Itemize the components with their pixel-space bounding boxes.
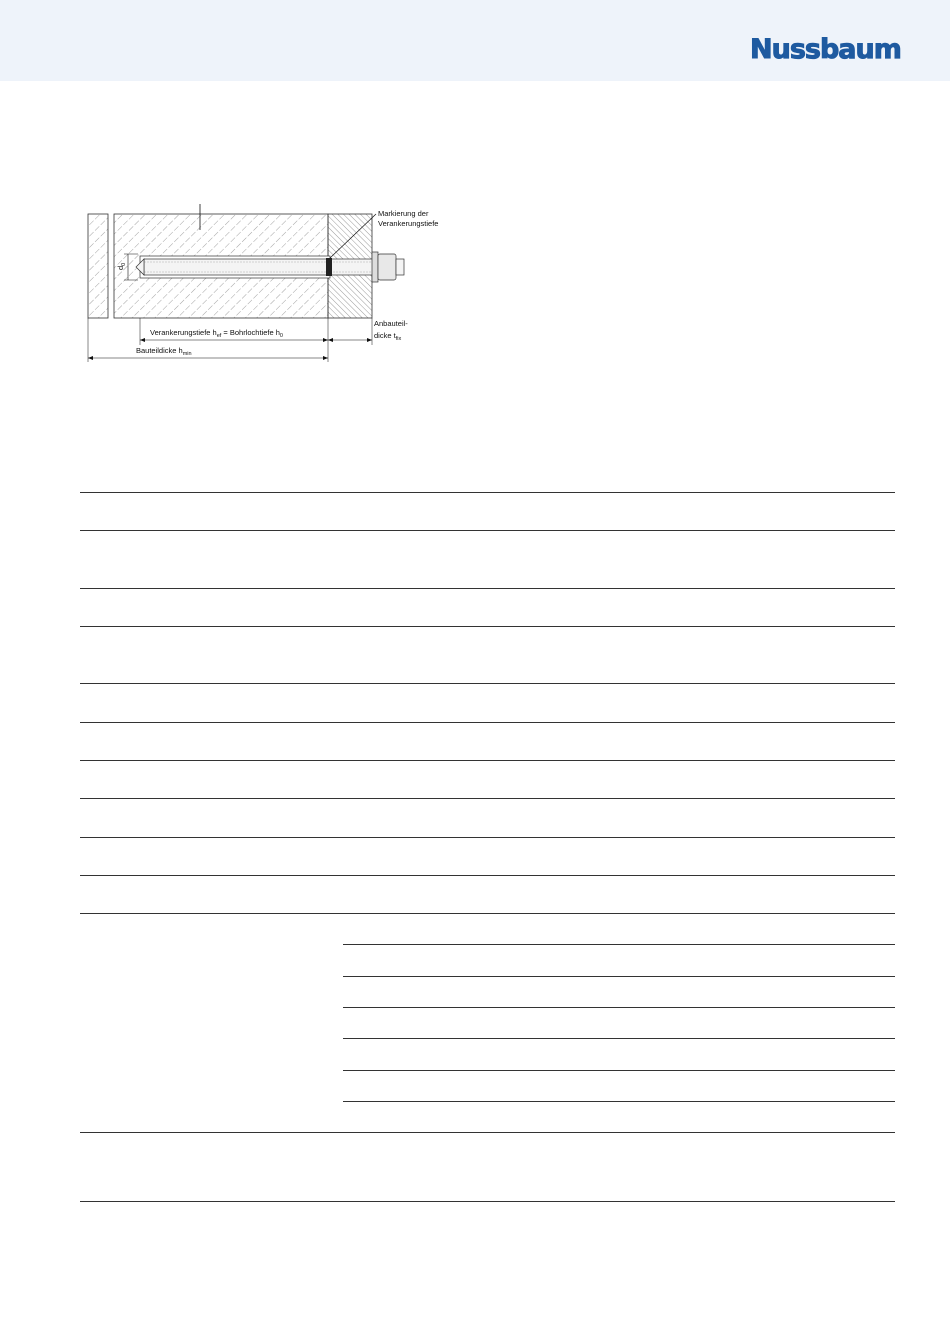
label-marking-2: Verankerungstiefe bbox=[378, 219, 439, 228]
table-rule bbox=[80, 1201, 895, 1202]
table-rule bbox=[80, 1132, 895, 1133]
table-rule bbox=[80, 722, 895, 723]
label-marking-1: Markierung der bbox=[378, 209, 429, 218]
anchor-installation-diagram bbox=[80, 200, 460, 370]
label-anchor-depth: Verankerungstiefe h bbox=[150, 328, 217, 337]
table-rule bbox=[80, 530, 895, 531]
table-rule bbox=[80, 875, 895, 876]
table-rule bbox=[80, 837, 895, 838]
svg-text:Bauteildicke hmin: Bauteildicke $h_{min}$ bbox=[136, 346, 192, 357]
threaded-rod bbox=[144, 259, 390, 275]
table-subrule bbox=[343, 1007, 895, 1008]
table-rule bbox=[80, 588, 895, 589]
table-rule bbox=[80, 798, 895, 799]
table-rule bbox=[80, 626, 895, 627]
nut bbox=[378, 254, 396, 280]
table-rule bbox=[80, 760, 895, 761]
washer bbox=[372, 252, 378, 282]
table-subrule bbox=[343, 1101, 895, 1102]
label-d0: d bbox=[116, 265, 125, 270]
svg-text:Verankerungstiefe hef = Bohrlo: Verankerungstiefe $h_{ef}$ = Bohrlochtiefe $h_0$ bbox=[150, 328, 283, 339]
table-subrule bbox=[343, 976, 895, 977]
table-subrule bbox=[343, 1038, 895, 1039]
table-subrule bbox=[343, 1070, 895, 1071]
label-member: Bauteildicke h bbox=[136, 346, 183, 355]
svg-text:d0: $d_0$ bbox=[116, 262, 127, 270]
table-rule bbox=[80, 492, 895, 493]
left-wall bbox=[88, 214, 108, 318]
table-subrule bbox=[343, 944, 895, 945]
table-rule bbox=[80, 913, 895, 914]
table-rule bbox=[80, 683, 895, 684]
label-attach-1: Anbauteil- bbox=[374, 319, 408, 328]
nussbaum-logo: Nussbaum bbox=[750, 34, 901, 65]
svg-text:dicke tfix: dicke $t_{fix}$ bbox=[374, 331, 402, 342]
label-attach-2: dicke t bbox=[374, 331, 396, 340]
depth-marking bbox=[326, 258, 332, 276]
